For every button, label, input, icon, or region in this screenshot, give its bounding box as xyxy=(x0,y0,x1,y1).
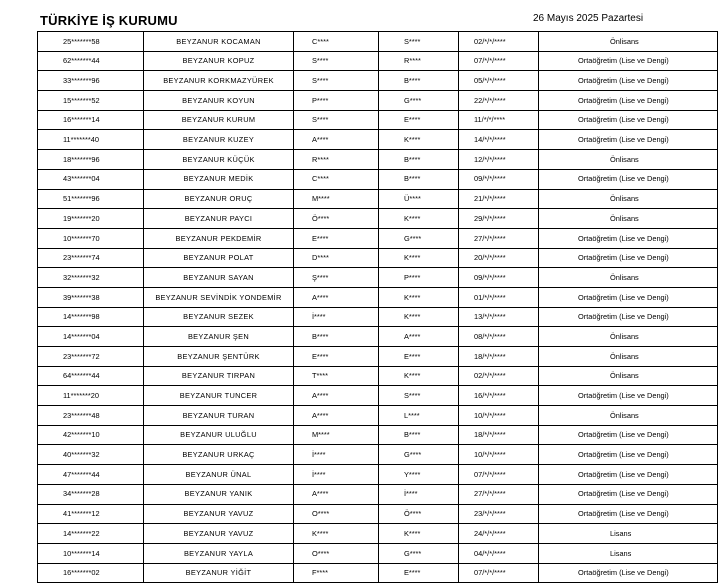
education-level-cell xyxy=(539,248,718,268)
education-level-cell xyxy=(539,150,718,170)
education-level-cell xyxy=(539,110,718,130)
table-row xyxy=(38,386,718,406)
masked-id-cell: 47*******44 xyxy=(38,465,144,485)
table-row xyxy=(38,71,718,91)
education-level-cell xyxy=(539,465,718,485)
father-name-cell: K**** xyxy=(379,248,459,268)
masked-id-cell: 11*******20 xyxy=(38,386,144,406)
table-row xyxy=(38,484,718,504)
page-header xyxy=(0,0,720,32)
mother-name-cell: T**** xyxy=(294,366,379,386)
mother-name-cell: S**** xyxy=(294,110,379,130)
father-name-cell: G**** xyxy=(379,91,459,111)
education-level-text: Ortaöğretim (Lise ve Dengi) xyxy=(578,312,669,322)
father-name-cell: K**** xyxy=(379,307,459,327)
education-level-text: Ortaöğretim (Lise ve Dengi) xyxy=(578,233,669,243)
education-level-cell xyxy=(539,91,718,111)
full-name-cell: BEYZANUR TUNCER xyxy=(144,386,294,406)
education-level-cell xyxy=(539,425,718,445)
father-name-cell: G**** xyxy=(379,228,459,248)
full-name-cell: BEYZANUR MEDİK xyxy=(144,169,294,189)
full-name-cell: BEYZANUR YİĞİT xyxy=(144,563,294,583)
father-name-cell: B**** xyxy=(379,425,459,445)
full-name-cell: BEYZANUR YAVUZ xyxy=(144,524,294,544)
table-row xyxy=(38,228,718,248)
birth-date-cell: 24/*/*/**** xyxy=(459,524,539,544)
table-row xyxy=(38,563,718,583)
father-name-cell: R**** xyxy=(379,51,459,71)
father-name-cell: İ**** xyxy=(379,484,459,504)
father-name-cell: A**** xyxy=(379,327,459,347)
father-name-cell: Y**** xyxy=(379,465,459,485)
masked-id-cell: 39*******38 xyxy=(38,287,144,307)
father-name-cell: P**** xyxy=(379,268,459,288)
education-level-cell xyxy=(539,268,718,288)
education-level-text: Ortaöğretim (Lise ve Dengi) xyxy=(578,489,669,499)
table-row xyxy=(38,543,718,563)
full-name-cell: BEYZANUR KUZEY xyxy=(144,130,294,150)
education-level-cell xyxy=(539,347,718,367)
masked-id-cell: 23*******72 xyxy=(38,347,144,367)
table-row xyxy=(38,307,718,327)
full-name-cell: BEYZANUR POLAT xyxy=(144,248,294,268)
full-name-cell: BEYZANUR ŞEN xyxy=(144,327,294,347)
father-name-cell: K**** xyxy=(379,287,459,307)
table-row xyxy=(38,189,718,209)
education-level-cell xyxy=(539,287,718,307)
birth-date-cell: 09/*/*/**** xyxy=(459,169,539,189)
education-level-text: Önlisans xyxy=(610,36,639,46)
table-row xyxy=(38,110,718,130)
education-level-text: Önlisans xyxy=(610,351,639,361)
father-name-cell: B**** xyxy=(379,169,459,189)
father-name-cell: G**** xyxy=(379,543,459,563)
mother-name-cell: C**** xyxy=(294,32,379,52)
full-name-cell: BEYZANUR ÜNAL xyxy=(144,465,294,485)
full-name-cell: BEYZANUR YAVUZ xyxy=(144,504,294,524)
father-name-cell: Ü**** xyxy=(379,189,459,209)
education-level-cell xyxy=(539,484,718,504)
education-level-cell xyxy=(539,524,718,544)
education-level-cell xyxy=(539,228,718,248)
education-level-text: Lisans xyxy=(610,528,632,538)
full-name-cell: BEYZANUR PAYCI xyxy=(144,209,294,229)
father-name-cell: E**** xyxy=(379,563,459,583)
table-row xyxy=(38,406,718,426)
education-level-text: Ortaöğretim (Lise ve Dengi) xyxy=(578,450,669,460)
father-name-cell: G**** xyxy=(379,445,459,465)
masked-id-cell: 11*******40 xyxy=(38,130,144,150)
education-level-text: Ortaöğretim (Lise ve Dengi) xyxy=(578,95,669,105)
masked-id-cell: 64*******44 xyxy=(38,366,144,386)
mother-name-cell: O**** xyxy=(294,543,379,563)
masked-id-cell: 19*******20 xyxy=(38,209,144,229)
birth-date-cell: 29/*/*/**** xyxy=(459,209,539,229)
birth-date-cell: 14/*/*/**** xyxy=(459,130,539,150)
birth-date-cell: 13/*/*/**** xyxy=(459,307,539,327)
mother-name-cell: E**** xyxy=(294,347,379,367)
birth-date-cell: 07/*/*/**** xyxy=(459,51,539,71)
father-name-cell: K**** xyxy=(379,130,459,150)
education-level-text: Ortaöğretim (Lise ve Dengi) xyxy=(578,76,669,86)
education-level-cell xyxy=(539,307,718,327)
birth-date-cell: 07/*/*/**** xyxy=(459,563,539,583)
masked-id-cell: 15*******52 xyxy=(38,91,144,111)
table-row xyxy=(38,268,718,288)
records-body xyxy=(38,32,718,583)
table-row xyxy=(38,91,718,111)
father-name-cell: K**** xyxy=(379,524,459,544)
mother-name-cell: M**** xyxy=(294,425,379,445)
father-name-cell: L**** xyxy=(379,406,459,426)
education-level-text: Önlisans xyxy=(610,331,639,341)
table-row xyxy=(38,524,718,544)
education-level-cell xyxy=(539,169,718,189)
education-level-cell xyxy=(539,366,718,386)
education-level-cell xyxy=(539,130,718,150)
masked-id-cell: 16*******14 xyxy=(38,110,144,130)
full-name-cell: BEYZANUR KOYUN xyxy=(144,91,294,111)
table-row xyxy=(38,130,718,150)
birth-date-cell: 27/*/*/**** xyxy=(459,228,539,248)
education-level-text: Önlisans xyxy=(610,410,639,420)
birth-date-cell: 10/*/*/**** xyxy=(459,406,539,426)
birth-date-cell: 12/*/*/**** xyxy=(459,150,539,170)
mother-name-cell: Ö**** xyxy=(294,209,379,229)
education-level-cell xyxy=(539,51,718,71)
birth-date-cell: 21/*/*/**** xyxy=(459,189,539,209)
education-level-text: Lisans xyxy=(610,548,632,558)
education-level-cell xyxy=(539,327,718,347)
mother-name-cell: M**** xyxy=(294,189,379,209)
full-name-cell: BEYZANUR ULUĞLU xyxy=(144,425,294,445)
father-name-cell: S**** xyxy=(379,386,459,406)
education-level-cell xyxy=(539,406,718,426)
masked-id-cell: 23*******74 xyxy=(38,248,144,268)
table-row xyxy=(38,347,718,367)
education-level-text: Ortaöğretim (Lise ve Dengi) xyxy=(578,568,669,578)
masked-id-cell: 40*******32 xyxy=(38,445,144,465)
masked-id-cell: 43*******04 xyxy=(38,169,144,189)
father-name-cell: B**** xyxy=(379,150,459,170)
full-name-cell: BEYZANUR KÜÇÜK xyxy=(144,150,294,170)
birth-date-cell: 04/*/*/**** xyxy=(459,543,539,563)
organization-title: TÜRKİYE İŞ KURUMU xyxy=(40,13,178,28)
masked-id-cell: 18*******96 xyxy=(38,150,144,170)
masked-id-cell: 10*******70 xyxy=(38,228,144,248)
mother-name-cell: O**** xyxy=(294,504,379,524)
masked-id-cell: 16*******02 xyxy=(38,563,144,583)
masked-id-cell: 25*******58 xyxy=(38,32,144,52)
birth-date-cell: 08/*/*/**** xyxy=(459,327,539,347)
mother-name-cell: A**** xyxy=(294,406,379,426)
table-row xyxy=(38,465,718,485)
father-name-cell: K**** xyxy=(379,366,459,386)
birth-date-cell: 02/*/*/**** xyxy=(459,366,539,386)
masked-id-cell: 42*******10 xyxy=(38,425,144,445)
table-row xyxy=(38,169,718,189)
masked-id-cell: 14*******98 xyxy=(38,307,144,327)
mother-name-cell: İ**** xyxy=(294,307,379,327)
education-level-cell xyxy=(539,445,718,465)
full-name-cell: BEYZANUR KOPUZ xyxy=(144,51,294,71)
mother-name-cell: D**** xyxy=(294,248,379,268)
masked-id-cell: 32*******32 xyxy=(38,268,144,288)
mother-name-cell: A**** xyxy=(294,130,379,150)
education-level-text: Ortaöğretim (Lise ve Dengi) xyxy=(578,469,669,479)
education-level-cell xyxy=(539,563,718,583)
father-name-cell: Ö**** xyxy=(379,504,459,524)
masked-id-cell: 41*******12 xyxy=(38,504,144,524)
table-row xyxy=(38,445,718,465)
mother-name-cell: E**** xyxy=(294,228,379,248)
education-level-cell xyxy=(539,543,718,563)
education-level-text: Ortaöğretim (Lise ve Dengi) xyxy=(578,174,669,184)
education-level-cell xyxy=(539,504,718,524)
mother-name-cell: S**** xyxy=(294,71,379,91)
education-level-cell xyxy=(539,386,718,406)
education-level-text: Ortaöğretim (Lise ve Dengi) xyxy=(578,56,669,66)
mother-name-cell: B**** xyxy=(294,327,379,347)
full-name-cell: BEYZANUR PEKDEMİR xyxy=(144,228,294,248)
masked-id-cell: 33*******96 xyxy=(38,71,144,91)
birth-date-cell: 11/*/*/**** xyxy=(459,110,539,130)
birth-date-cell: 02/*/*/**** xyxy=(459,32,539,52)
birth-date-cell: 10/*/*/**** xyxy=(459,445,539,465)
mother-name-cell: A**** xyxy=(294,484,379,504)
education-level-text: Ortaöğretim (Lise ve Dengi) xyxy=(578,430,669,440)
masked-id-cell: 23*******48 xyxy=(38,406,144,426)
father-name-cell: E**** xyxy=(379,110,459,130)
table-row xyxy=(38,287,718,307)
masked-id-cell: 62*******44 xyxy=(38,51,144,71)
table-row xyxy=(38,32,718,52)
table-row xyxy=(38,504,718,524)
education-level-text: Önlisans xyxy=(610,194,639,204)
table-row xyxy=(38,209,718,229)
education-level-text: Ortaöğretim (Lise ve Dengi) xyxy=(578,135,669,145)
education-level-text: Önlisans xyxy=(610,371,639,381)
birth-date-cell: 01/*/*/**** xyxy=(459,287,539,307)
full-name-cell: BEYZANUR TIRPAN xyxy=(144,366,294,386)
mother-name-cell: A**** xyxy=(294,287,379,307)
full-name-cell: BEYZANUR KORKMAZYÜREK xyxy=(144,71,294,91)
table-row xyxy=(38,150,718,170)
birth-date-cell: 23/*/*/**** xyxy=(459,504,539,524)
education-level-text: Ortaöğretim (Lise ve Dengi) xyxy=(578,253,669,263)
report-date: 26 Mayıs 2025 Pazartesi xyxy=(533,13,644,24)
education-level-text: Ortaöğretim (Lise ve Dengi) xyxy=(578,509,669,519)
birth-date-cell: 16/*/*/**** xyxy=(459,386,539,406)
full-name-cell: BEYZANUR ORUÇ xyxy=(144,189,294,209)
full-name-cell: BEYZANUR KURUM xyxy=(144,110,294,130)
education-level-text: Ortaöğretim (Lise ve Dengi) xyxy=(578,115,669,125)
father-name-cell: K**** xyxy=(379,209,459,229)
education-level-cell xyxy=(539,32,718,52)
table-row xyxy=(38,425,718,445)
full-name-cell: BEYZANUR URKAÇ xyxy=(144,445,294,465)
education-level-text: Önlisans xyxy=(610,154,639,164)
table-row xyxy=(38,248,718,268)
birth-date-cell: 18/*/*/**** xyxy=(459,425,539,445)
mother-name-cell: A**** xyxy=(294,386,379,406)
education-level-text: Ortaöğretim (Lise ve Dengi) xyxy=(578,292,669,302)
mother-name-cell: C**** xyxy=(294,169,379,189)
records-table xyxy=(37,31,718,583)
masked-id-cell: 14*******04 xyxy=(38,327,144,347)
full-name-cell: BEYZANUR SAYAN xyxy=(144,268,294,288)
birth-date-cell: 22/*/*/**** xyxy=(459,91,539,111)
mother-name-cell: İ**** xyxy=(294,445,379,465)
birth-date-cell: 09/*/*/**** xyxy=(459,268,539,288)
father-name-cell: E**** xyxy=(379,347,459,367)
full-name-cell: BEYZANUR SEVİNDİK YONDEMİR xyxy=(144,287,294,307)
masked-id-cell: 34*******28 xyxy=(38,484,144,504)
full-name-cell: BEYZANUR SEZEK xyxy=(144,307,294,327)
table-row xyxy=(38,366,718,386)
full-name-cell: BEYZANUR YANIK xyxy=(144,484,294,504)
mother-name-cell: R**** xyxy=(294,150,379,170)
birth-date-cell: 18/*/*/**** xyxy=(459,347,539,367)
birth-date-cell: 20/*/*/**** xyxy=(459,248,539,268)
father-name-cell: B**** xyxy=(379,71,459,91)
father-name-cell: S**** xyxy=(379,32,459,52)
education-level-text: Ortaöğretim (Lise ve Dengi) xyxy=(578,391,669,401)
masked-id-cell: 10*******14 xyxy=(38,543,144,563)
masked-id-cell: 51*******96 xyxy=(38,189,144,209)
table-row xyxy=(38,327,718,347)
education-level-cell xyxy=(539,189,718,209)
masked-id-cell: 14*******22 xyxy=(38,524,144,544)
education-level-cell xyxy=(539,71,718,91)
education-level-cell xyxy=(539,209,718,229)
birth-date-cell: 07/*/*/**** xyxy=(459,465,539,485)
mother-name-cell: S**** xyxy=(294,51,379,71)
mother-name-cell: K**** xyxy=(294,524,379,544)
full-name-cell: BEYZANUR ŞENTÜRK xyxy=(144,347,294,367)
mother-name-cell: İ**** xyxy=(294,465,379,485)
education-level-text: Önlisans xyxy=(610,213,639,223)
birth-date-cell: 05/*/*/**** xyxy=(459,71,539,91)
education-level-text: Önlisans xyxy=(610,272,639,282)
full-name-cell: BEYZANUR KOCAMAN xyxy=(144,32,294,52)
full-name-cell: BEYZANUR TURAN xyxy=(144,406,294,426)
mother-name-cell: Ş**** xyxy=(294,268,379,288)
full-name-cell: BEYZANUR YAYLA xyxy=(144,543,294,563)
mother-name-cell: P**** xyxy=(294,91,379,111)
table-row xyxy=(38,51,718,71)
mother-name-cell: F**** xyxy=(294,563,379,583)
birth-date-cell: 27/*/*/**** xyxy=(459,484,539,504)
